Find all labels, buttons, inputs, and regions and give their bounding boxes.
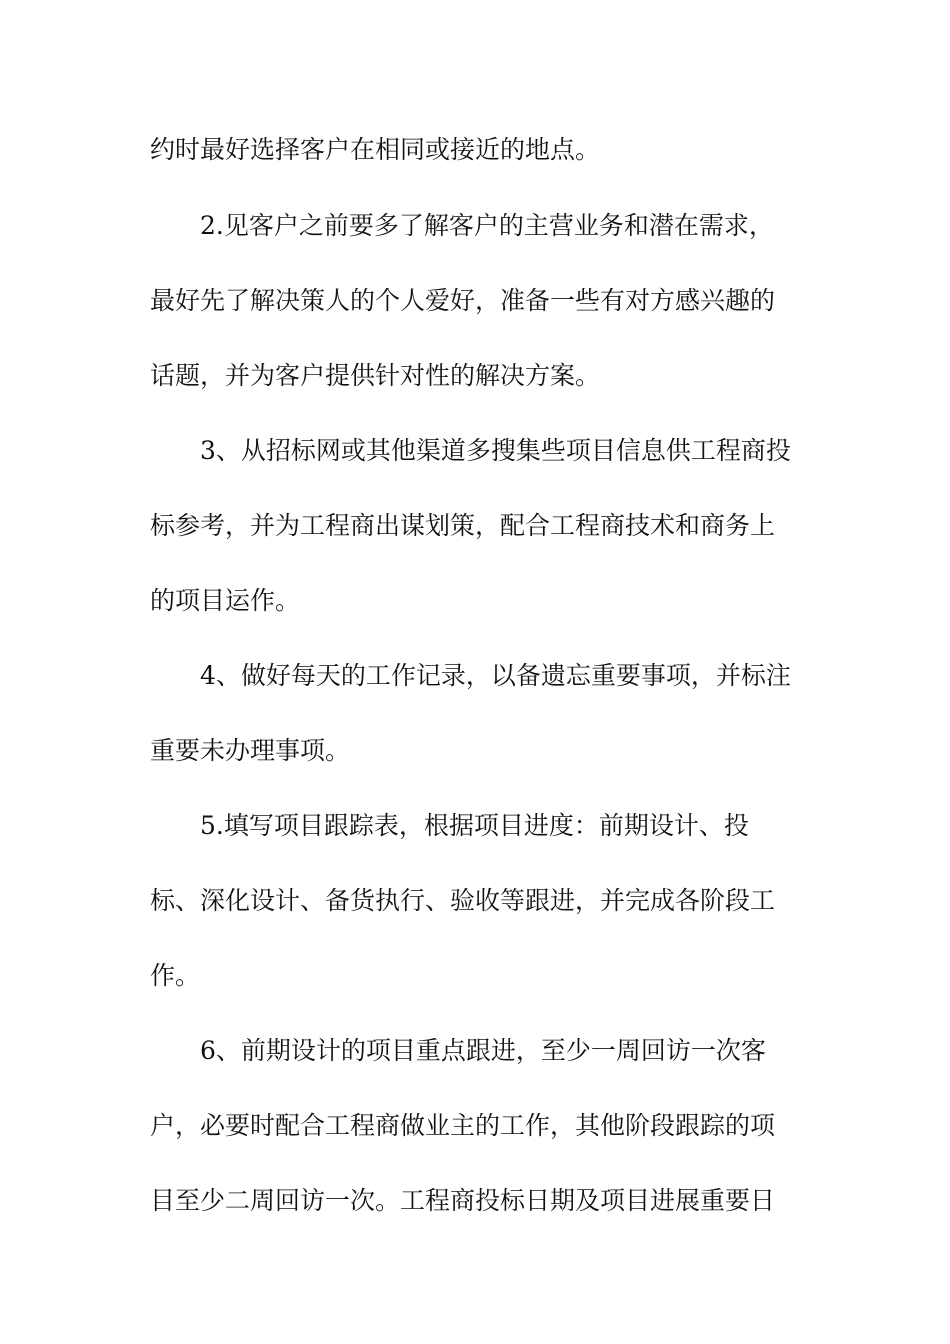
text-line: 的项目运作。 bbox=[150, 586, 301, 615]
text-line: 目至少二周回访一次。工程商投标日期及项目进展重要日 bbox=[150, 1186, 776, 1215]
text-line: 话题，并为客户提供针对性的解决方案。 bbox=[150, 361, 601, 390]
text-line: 最好先了解决策人的个人爱好，准备一些有对方感兴趣的 bbox=[150, 286, 776, 315]
paragraph-start-line: 4、做好每天的工作记录，以备遗忘重要事项，并标注 bbox=[200, 661, 791, 690]
text-line: 标参考，并为工程商出谋划策，配合工程商技术和商务上 bbox=[150, 511, 776, 540]
paragraph-start-line: 2.见客户之前要多了解客户的主营业务和潜在需求， bbox=[200, 211, 774, 240]
paragraph-start-line: 6、前期设计的项目重点跟进，至少一周回访一次客 bbox=[200, 1036, 766, 1065]
paragraph-start-line: 3、从招标网或其他渠道多搜集些项目信息供工程商投 bbox=[200, 436, 791, 465]
paragraph-start-line: 5.填写项目跟踪表，根据项目进度：前期设计、投 bbox=[200, 811, 749, 840]
text-line: 作。 bbox=[150, 961, 201, 990]
text-line: 标、深化设计、备货执行、验收等跟进，并完成各阶段工 bbox=[150, 886, 776, 915]
text-line: 重要未办理事项。 bbox=[150, 736, 351, 765]
text-line: 约时最好选择客户在相同或接近的地点。 bbox=[150, 135, 601, 164]
text-line: 户，必要时配合工程商做业主的工作，其他阶段跟踪的项 bbox=[150, 1111, 776, 1140]
